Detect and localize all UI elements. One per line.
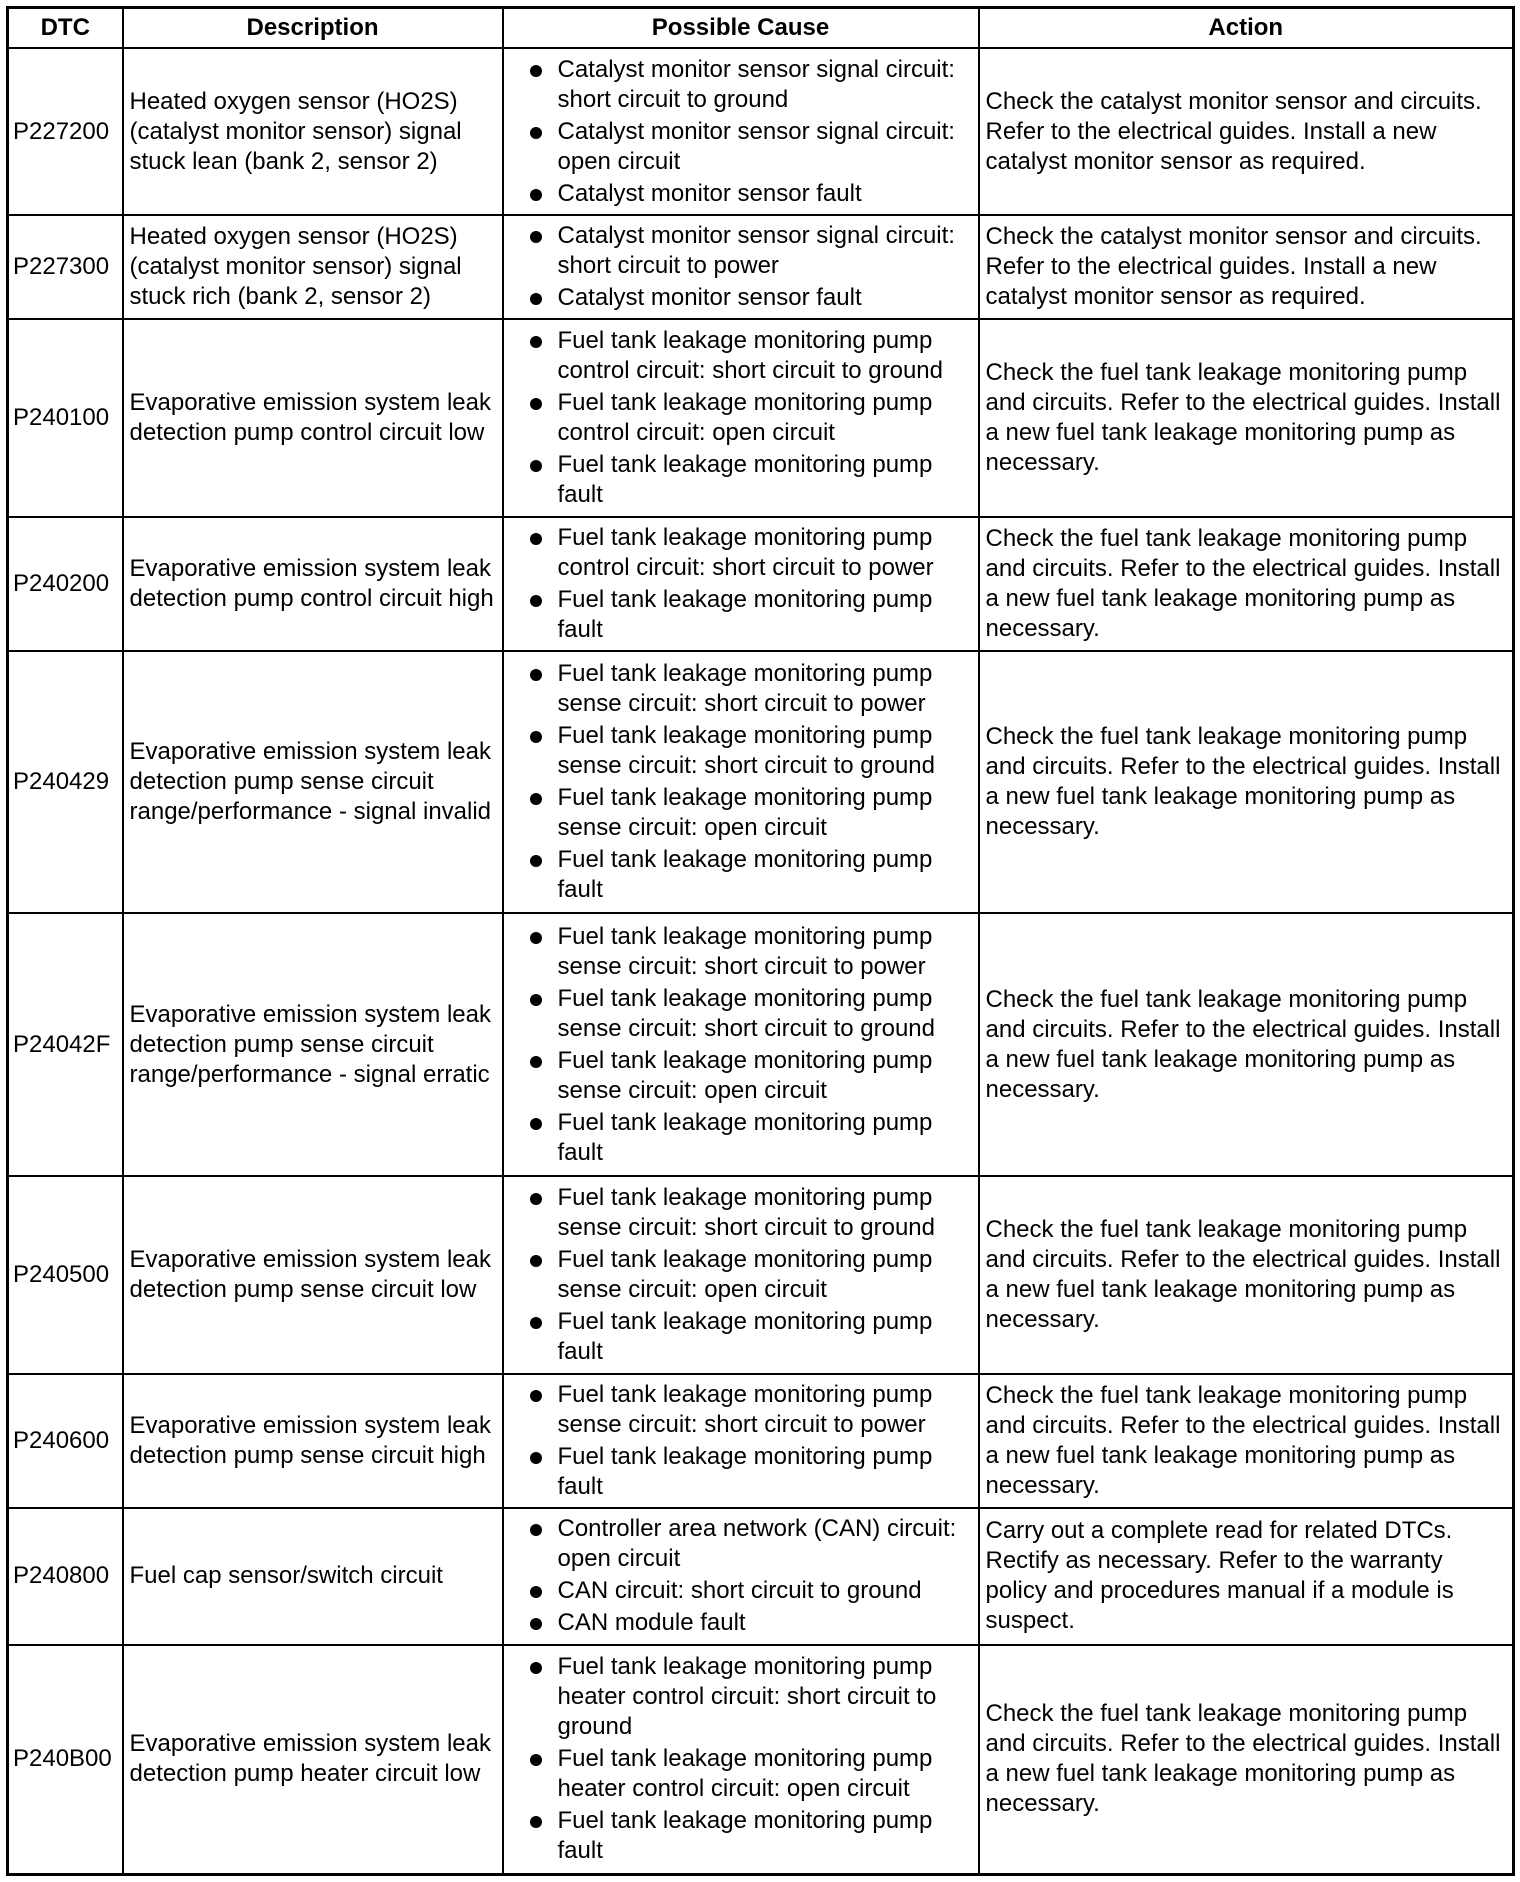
dtc-description: Evaporative emission system leak detection pump sense circuit range/performance - signal invalid — [123, 651, 503, 913]
header-possible-cause: Possible Cause — [503, 8, 979, 49]
possible-cause-list — [510, 659, 974, 905]
action-text: Check the fuel tank leakage monitoring pump and circuits. Refer to the electrical guides. Install a new fuel tank leakage monitoring pump as necessary. — [979, 319, 1514, 517]
possible-cause-item: Fuel tank leakage monitoring pump control circuit: short circuit to ground — [510, 326, 974, 386]
dtc-code: P227300 — [8, 215, 123, 318]
table-row — [8, 1645, 1514, 1875]
possible-cause-item: Fuel tank leakage monitoring pump fault — [510, 845, 974, 905]
table-row — [8, 319, 1514, 517]
possible-cause-list — [510, 1652, 974, 1866]
possible-cause-list — [510, 1183, 974, 1367]
table-row — [8, 48, 1514, 215]
table-row — [8, 517, 1514, 651]
possible-cause-item: Fuel tank leakage monitoring pump fault — [510, 1307, 974, 1367]
dtc-description: Heated oxygen sensor (HO2S) (catalyst monitor sensor) signal stuck rich (bank 2, sensor 2) — [123, 215, 503, 318]
possible-cause-cell — [503, 48, 979, 215]
action-text: Check the fuel tank leakage monitoring pump and circuits. Refer to the electrical guides. Install a new fuel tank leakage monitoring pump as necessary. — [979, 517, 1514, 651]
action-text: Check the catalyst monitor sensor and circuits. Refer to the electrical guides. Install a new catalyst monitor sensor as required. — [979, 215, 1514, 318]
possible-cause-item: Fuel tank leakage monitoring pump control circuit: open circuit — [510, 388, 974, 448]
dtc-description: Evaporative emission system leak detection pump sense circuit range/performance - signal erratic — [123, 913, 503, 1175]
dtc-table — [6, 6, 1515, 1876]
possible-cause-item: Catalyst monitor sensor fault — [510, 283, 974, 313]
possible-cause-item: Fuel tank leakage monitoring pump heater control circuit: open circuit — [510, 1744, 974, 1804]
possible-cause-cell — [503, 517, 979, 651]
possible-cause-cell — [503, 1645, 979, 1875]
dtc-description: Evaporative emission system leak detection pump sense circuit low — [123, 1176, 503, 1374]
table-row — [8, 1508, 1514, 1644]
action-text: Check the fuel tank leakage monitoring pump and circuits. Refer to the electrical guides. Install a new fuel tank leakage monitoring pump as necessary. — [979, 1645, 1514, 1875]
possible-cause-cell — [503, 651, 979, 913]
action-text: Check the fuel tank leakage monitoring pump and circuits. Refer to the electrical guides. Install a new fuel tank leakage monitoring pump as necessary. — [979, 651, 1514, 913]
dtc-code: P240100 — [8, 319, 123, 517]
possible-cause-list — [510, 523, 974, 645]
dtc-description: Heated oxygen sensor (HO2S) (catalyst monitor sensor) signal stuck lean (bank 2, sensor 2) — [123, 48, 503, 215]
possible-cause-item: Fuel tank leakage monitoring pump sense circuit: short circuit to ground — [510, 721, 974, 781]
possible-cause-item: Catalyst monitor sensor fault — [510, 179, 974, 209]
dtc-code: P240B00 — [8, 1645, 123, 1875]
table-row — [8, 215, 1514, 318]
possible-cause-list — [510, 221, 974, 313]
possible-cause-item: Fuel tank leakage monitoring pump sense circuit: open circuit — [510, 1245, 974, 1305]
possible-cause-item: Fuel tank leakage monitoring pump sense circuit: short circuit to power — [510, 922, 974, 982]
possible-cause-item: Fuel tank leakage monitoring pump control circuit: short circuit to power — [510, 523, 974, 583]
dtc-code: P240200 — [8, 517, 123, 651]
header-dtc: DTC — [8, 8, 123, 49]
header-action: Action — [979, 8, 1514, 49]
table-row — [8, 913, 1514, 1175]
action-text: Check the fuel tank leakage monitoring pump and circuits. Refer to the electrical guides. Install a new fuel tank leakage monitoring pump as necessary. — [979, 1176, 1514, 1374]
dtc-code: P240500 — [8, 1176, 123, 1374]
possible-cause-item: Fuel tank leakage monitoring pump sense circuit: short circuit to ground — [510, 1183, 974, 1243]
possible-cause-item: Catalyst monitor sensor signal circuit: short circuit to power — [510, 221, 974, 281]
dtc-description: Fuel cap sensor/switch circuit — [123, 1508, 503, 1644]
possible-cause-item: Fuel tank leakage monitoring pump fault — [510, 1806, 974, 1866]
dtc-code: P24042F — [8, 913, 123, 1175]
table-body — [8, 48, 1514, 1875]
table-row — [8, 1374, 1514, 1508]
dtc-code: P240429 — [8, 651, 123, 913]
dtc-description: Evaporative emission system leak detection pump heater circuit low — [123, 1645, 503, 1875]
possible-cause-item: Fuel tank leakage monitoring pump sense circuit: open circuit — [510, 783, 974, 843]
possible-cause-item: Fuel tank leakage monitoring pump fault — [510, 585, 974, 645]
possible-cause-item: Fuel tank leakage monitoring pump sense circuit: short circuit to power — [510, 1380, 974, 1440]
action-text: Check the fuel tank leakage monitoring pump and circuits. Refer to the electrical guides. Install a new fuel tank leakage monitoring pump as necessary. — [979, 913, 1514, 1175]
possible-cause-item: Catalyst monitor sensor signal circuit: open circuit — [510, 117, 974, 177]
action-text: Check the fuel tank leakage monitoring pump and circuits. Refer to the electrical guides. Install a new fuel tank leakage monitoring pump as necessary. — [979, 1374, 1514, 1508]
action-text: Check the catalyst monitor sensor and circuits. Refer to the electrical guides. Install a new catalyst monitor sensor as required. — [979, 48, 1514, 215]
possible-cause-cell — [503, 1176, 979, 1374]
possible-cause-item: Fuel tank leakage monitoring pump fault — [510, 1108, 974, 1168]
possible-cause-item: Catalyst monitor sensor signal circuit: short circuit to ground — [510, 55, 974, 115]
possible-cause-item: Fuel tank leakage monitoring pump fault — [510, 1442, 974, 1502]
dtc-description: Evaporative emission system leak detection pump control circuit low — [123, 319, 503, 517]
possible-cause-list — [510, 1380, 974, 1502]
possible-cause-item: CAN module fault — [510, 1608, 974, 1638]
possible-cause-item: Fuel tank leakage monitoring pump sense circuit: open circuit — [510, 1046, 974, 1106]
possible-cause-list — [510, 55, 974, 209]
possible-cause-item: Fuel tank leakage monitoring pump fault — [510, 450, 974, 510]
dtc-description: Evaporative emission system leak detection pump sense circuit high — [123, 1374, 503, 1508]
dtc-code: P240800 — [8, 1508, 123, 1644]
possible-cause-list — [510, 326, 974, 510]
action-text: Carry out a complete read for related DTCs. Rectify as necessary. Refer to the warranty policy and procedures manual if a module is suspect. — [979, 1508, 1514, 1644]
dtc-code: P240600 — [8, 1374, 123, 1508]
table-row — [8, 651, 1514, 913]
possible-cause-list — [510, 1514, 974, 1638]
possible-cause-cell — [503, 1508, 979, 1644]
possible-cause-cell — [503, 319, 979, 517]
possible-cause-item: CAN circuit: short circuit to ground — [510, 1576, 974, 1606]
possible-cause-item: Controller area network (CAN) circuit: open circuit — [510, 1514, 974, 1574]
possible-cause-cell — [503, 913, 979, 1175]
possible-cause-list — [510, 922, 974, 1168]
table-header-row — [8, 8, 1514, 49]
possible-cause-cell — [503, 1374, 979, 1508]
possible-cause-item: Fuel tank leakage monitoring pump sense circuit: short circuit to ground — [510, 984, 974, 1044]
header-description: Description — [123, 8, 503, 49]
possible-cause-item: Fuel tank leakage monitoring pump sense circuit: short circuit to power — [510, 659, 974, 719]
table-row — [8, 1176, 1514, 1374]
dtc-code: P227200 — [8, 48, 123, 215]
possible-cause-item: Fuel tank leakage monitoring pump heater control circuit: short circuit to ground — [510, 1652, 974, 1742]
dtc-description: Evaporative emission system leak detection pump control circuit high — [123, 517, 503, 651]
possible-cause-cell — [503, 215, 979, 318]
